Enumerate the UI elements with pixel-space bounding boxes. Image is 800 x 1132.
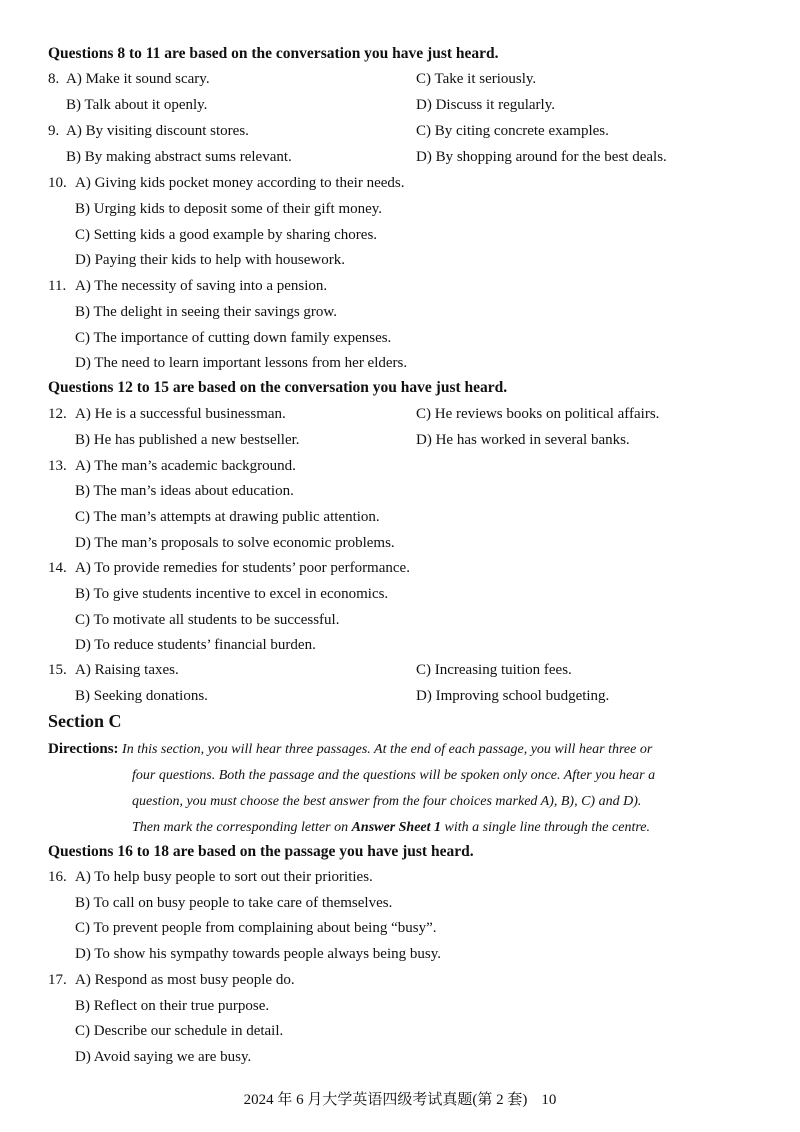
option-a: A) He is a successful businessman. — [75, 406, 286, 422]
option-d: D) Paying their kids to help with housework. — [75, 252, 345, 268]
option-c: C) Setting kids a good example by sharing chores. — [75, 227, 378, 243]
option-c: C) To motivate all students to be successful. — [75, 612, 340, 628]
option-d: D) By shopping around for the best deals. — [416, 149, 667, 165]
option-d: D) Avoid saying we are busy. — [75, 1049, 252, 1065]
heading-questions-12-15: Questions 12 to 15 are based on the conversation you have just heard. — [48, 379, 508, 396]
directions-line — [48, 763, 764, 789]
option-a: A) To help busy people to sort out their priorities. — [75, 869, 373, 885]
option-d: D) The man’s proposals to solve economic problems. — [75, 535, 395, 551]
heading-questions-8-11: Questions 8 to 11 are based on the conversation you have just heard. — [48, 45, 499, 62]
directions-line — [48, 736, 764, 763]
option-a: A) The man’s academic background. — [75, 458, 296, 474]
question-number: 15. — [48, 662, 67, 678]
question-number: 13. — [48, 458, 67, 474]
option-d: D) He has worked in several banks. — [416, 432, 630, 448]
question-number: 10. — [48, 175, 67, 191]
option-a: A) Make it sound scary. — [66, 71, 210, 87]
option-c: C) To prevent people from complaining about being “busy”. — [75, 920, 437, 936]
directions-text: In this section, you will hear three passages. At the end of each passage, you will hear three or — [122, 742, 653, 757]
option-d: D) The need to learn important lessons from her elders. — [75, 355, 408, 371]
option-a: A) The necessity of saving into a pension. — [75, 278, 328, 294]
option-b: B) The delight in seeing their savings grow. — [75, 304, 338, 320]
question-number: 14. — [48, 560, 67, 576]
directions-text: with a single line through the centre. — [444, 820, 650, 835]
heading-questions-16-18: Questions 16 to 18 are based on the passage you have just heard. — [48, 843, 474, 860]
question-number: 9. — [48, 123, 60, 139]
option-c: C) Increasing tuition fees. — [416, 662, 572, 678]
page-footer — [0, 1088, 800, 1109]
question-number: 12. — [48, 406, 67, 422]
option-c: C) Take it seriously. — [416, 71, 537, 87]
option-d: D) To show his sympathy towards people always being busy. — [75, 946, 441, 962]
option-b: B) To give students incentive to excel in economics. — [75, 586, 389, 602]
page-number: 10 — [541, 1092, 557, 1108]
option-b: B) To call on busy people to take care of themselves. — [75, 895, 393, 911]
option-b: B) By making abstract sums relevant. — [66, 149, 292, 165]
option-b: B) He has published a new bestseller. — [75, 432, 300, 448]
option-b: B) Urging kids to deposit some of their gift money. — [75, 201, 383, 217]
option-d: D) To reduce students’ financial burden. — [75, 637, 316, 653]
footer-title: 2024 年 6 月大学英语四级考试真题(第 2 套) — [243, 1092, 528, 1108]
option-d: D) Discuss it regularly. — [416, 97, 555, 113]
directions-text: question, you must choose the best answer from the four choices marked A), B), C) and D). — [132, 794, 642, 809]
option-c: C) By citing concrete examples. — [416, 123, 609, 139]
option-b: B) Talk about it openly. — [66, 97, 208, 113]
question-number: 17. — [48, 972, 67, 988]
option-c: C) He reviews books on political affairs. — [416, 406, 660, 422]
option-b: B) The man’s ideas about education. — [75, 483, 294, 499]
option-c: C) The importance of cutting down family expenses. — [75, 330, 392, 346]
section-c-title: Section C — [48, 711, 122, 731]
directions-label: Directions: — [48, 741, 119, 757]
question-number: 8. — [48, 71, 60, 87]
directions-text: four questions. Both the passage and the questions will be spoken only once. After you hear a — [132, 768, 656, 783]
option-b: B) Reflect on their true purpose. — [75, 998, 270, 1014]
question-number: 11. — [48, 278, 67, 294]
directions-line — [48, 815, 764, 841]
directions-text: Then mark the corresponding letter on — [132, 820, 349, 835]
option-a: A) By visiting discount stores. — [66, 123, 249, 139]
question-number: 16. — [48, 869, 67, 885]
answer-sheet-label: Answer Sheet 1 — [351, 820, 442, 835]
option-c: C) Describe our schedule in detail. — [75, 1023, 284, 1039]
option-c: C) The man’s attempts at drawing public attention. — [75, 509, 380, 525]
directions-line — [48, 789, 764, 815]
option-b: B) Seeking donations. — [75, 688, 208, 704]
option-a: A) To provide remedies for students’ poor performance. — [75, 560, 410, 576]
option-a: A) Respond as most busy people do. — [75, 972, 295, 988]
option-a: A) Raising taxes. — [75, 662, 179, 678]
option-d: D) Improving school budgeting. — [416, 688, 610, 704]
option-a: A) Giving kids pocket money according to their needs. — [75, 175, 405, 191]
directions-block — [48, 736, 764, 841]
